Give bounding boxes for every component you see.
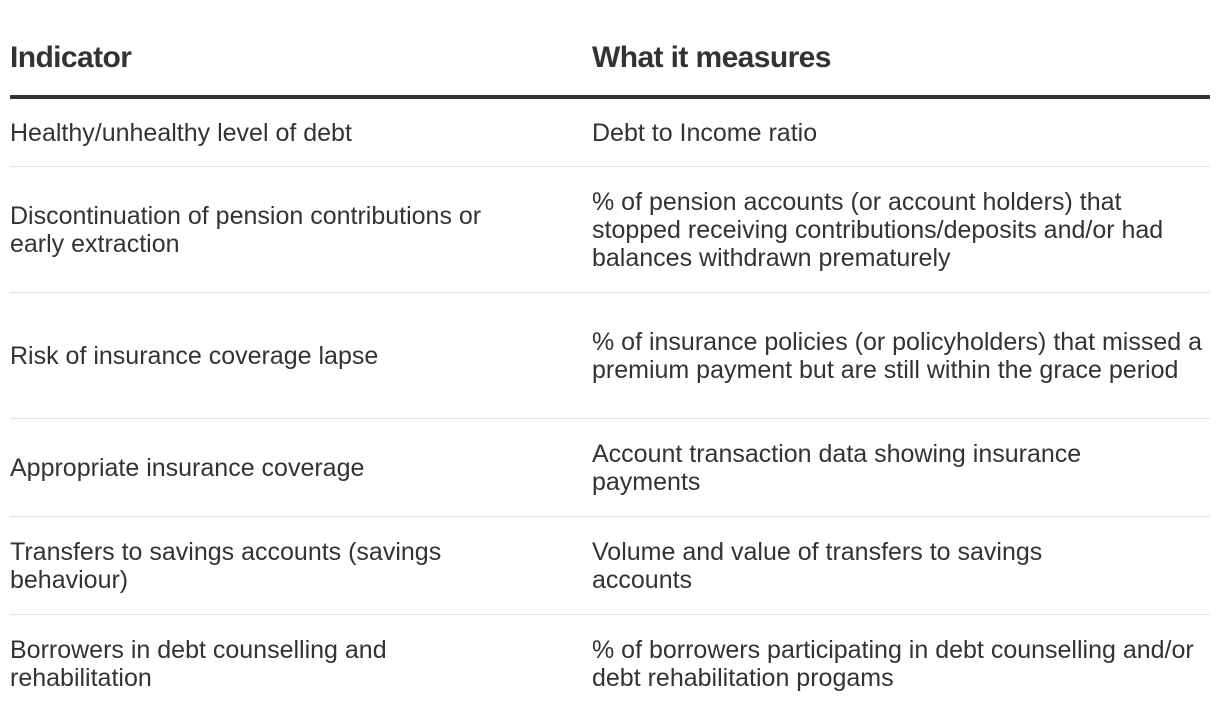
table-row bbox=[10, 99, 1210, 167]
table-row bbox=[10, 517, 1210, 615]
indicator-cell: Risk of insurance coverage lapse bbox=[10, 341, 379, 370]
table-row bbox=[10, 167, 1210, 293]
measure-cell: Volume and value of transfers to savings accounts bbox=[592, 537, 1043, 594]
header-indicator: Indicator bbox=[10, 41, 132, 74]
table-row bbox=[10, 293, 1210, 419]
header-what-it-measures: What it measures bbox=[592, 41, 831, 74]
table-row bbox=[10, 615, 1210, 713]
measure-cell: % of borrowers participating in debt counselling and/or debt rehabilitation progams bbox=[592, 636, 1194, 692]
measure-cell: % of insurance policies (or policyholders) that missed a premium payment but are still within the grace period bbox=[592, 327, 1202, 384]
measure-cell: % of pension accounts (or account holders) that stopped receiving contributions/deposits and/or had balances withdrawn prematurely bbox=[592, 187, 1164, 272]
table-header-row bbox=[10, 0, 1210, 99]
measure-cell: Account transaction data showing insurance payments bbox=[592, 439, 1082, 496]
indicators-table bbox=[10, 0, 1210, 713]
indicator-cell: Borrowers in debt counselling and rehabilitation bbox=[10, 636, 387, 692]
indicator-cell: Healthy/unhealthy level of debt bbox=[10, 118, 352, 147]
measure-cell: Debt to Income ratio bbox=[592, 118, 818, 147]
table-row bbox=[10, 419, 1210, 517]
indicator-cell: Discontinuation of pension contributions or early extraction bbox=[10, 201, 482, 258]
indicator-cell: Transfers to savings accounts (savings behaviour) bbox=[10, 537, 442, 594]
indicator-cell: Appropriate insurance coverage bbox=[10, 453, 365, 482]
